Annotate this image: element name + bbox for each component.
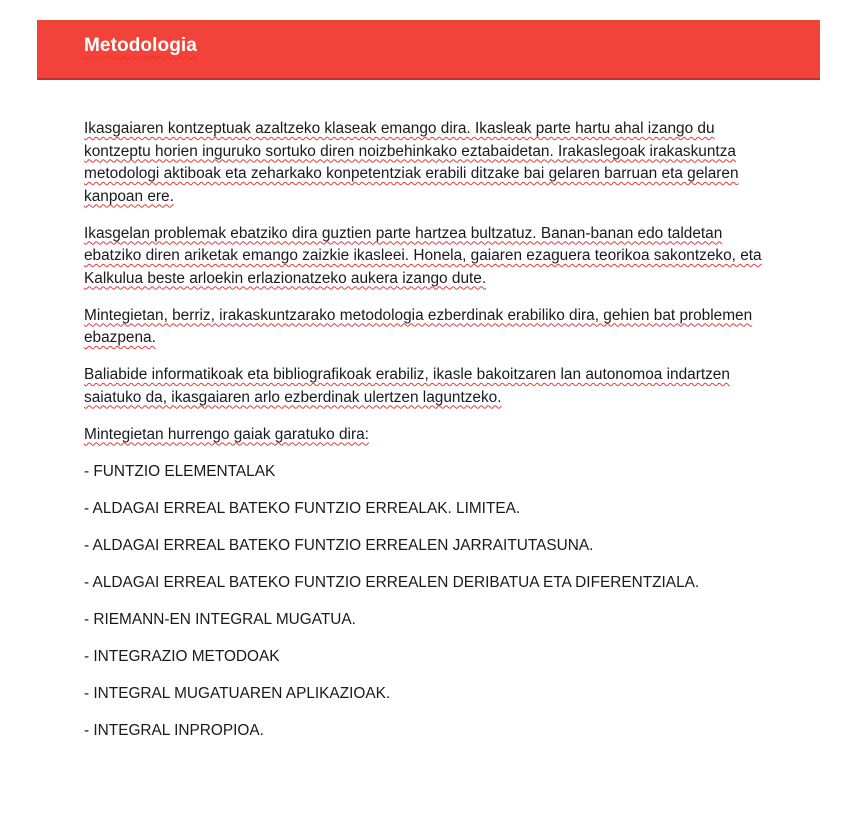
section-title: Metodologia	[84, 35, 197, 56]
topic-item: - INTEGRAL INPROPIOA.	[84, 721, 264, 739]
topic-item: - INTEGRAZIO METODOAK	[84, 647, 280, 665]
topic-item: - ALDAGAI ERREAL BATEKO FUNTZIO ERREALEN DERIBATUA ETA DIFERENTZIALA.	[84, 573, 700, 591]
paragraph-5: Mintegietan hurrengo gaiak garatuko dira:	[84, 425, 369, 443]
paragraph-1: Ikasgaiaren kontzeptuak azaltzeko klaseak emango dira. Ikasleak parte hartu ahal izango du kontzeptu horien inguruko sortuko diren noizbehinkako eztabaidetan. Irakaslegoak irakaskuntza metodologi aktiboak eta zeharkako konpetentziak erabili ditzake bai gelaren barruan eta gelaren kanpoan ere.	[84, 120, 739, 205]
section-header-bar	[37, 20, 820, 78]
topic-item: - ALDAGAI ERREAL BATEKO FUNTZIO ERREALEN JARRAITUTASUNA.	[84, 536, 594, 554]
topic-item: - ALDAGAI ERREAL BATEKO FUNTZIO ERREALAK. LIMITEA.	[84, 499, 521, 517]
topic-item: - FUNTZIO ELEMENTALAK	[84, 462, 276, 480]
section-body	[84, 118, 764, 757]
paragraph-4: Baliabide informatikoak eta bibliografikoak erabiliz, ikasle bakoitzaren lan autonomoa indartzen saiatuko da, ikasgaiaren arlo ezberdinak ulertzen laguntzeko.	[84, 366, 730, 406]
topic-item: - RIEMANN-EN INTEGRAL MUGATUA.	[84, 610, 356, 628]
topic-item: - INTEGRAL MUGATUAREN APLIKAZIOAK.	[84, 684, 391, 702]
paragraph-3: Mintegietan, berriz, irakaskuntzarako metodologia ezberdinak erabiliko dira, gehien bat problemen ebazpena.	[84, 306, 753, 346]
paragraph-2: Ikasgelan problemak ebatziko dira guztien parte hartzea bultzatuz. Banan-banan edo taldetan ebatziko diren ariketak emango zaizkie ikasleei. Honela, gaiaren ezaguera teorikoa sakontzeko, eta Kalkulua beste arloekin erlazionatzeko aukera izango dute.	[84, 224, 762, 287]
